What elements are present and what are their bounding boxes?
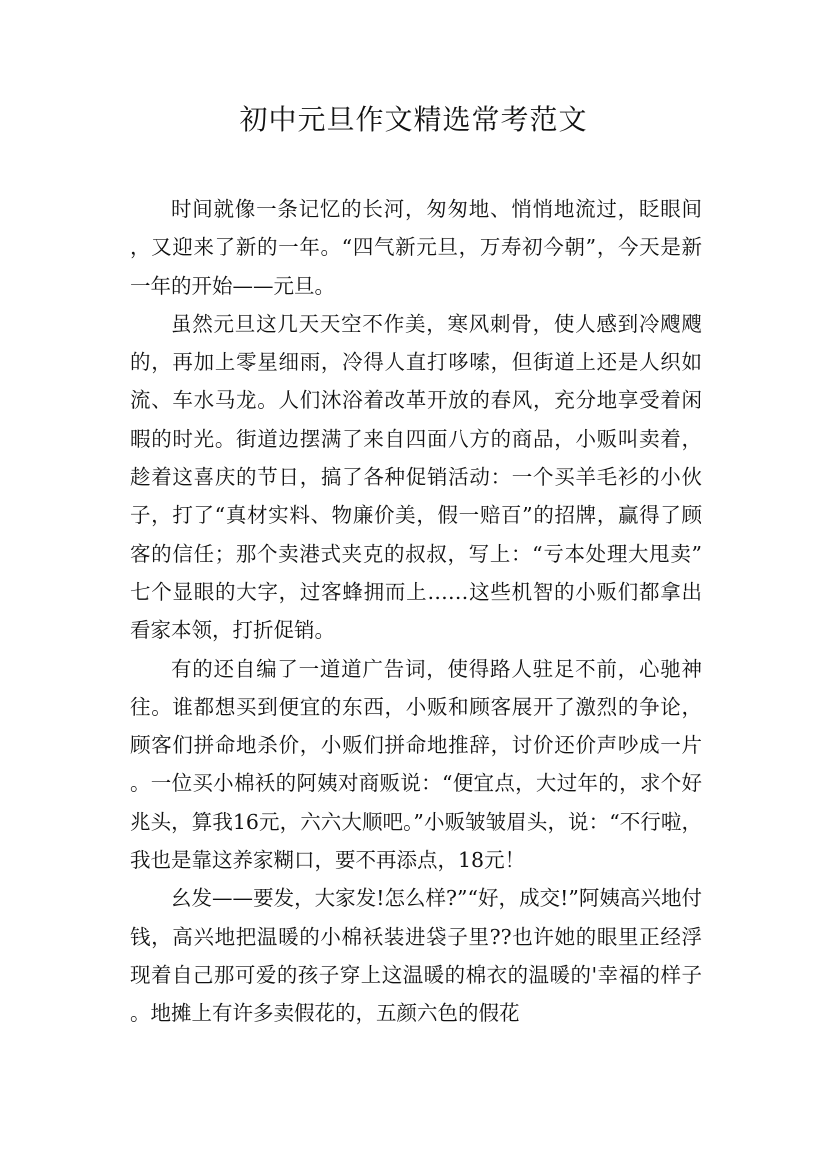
document-body — [130, 190, 702, 1033]
paragraph: 时间就像一条记忆的长河，匆匆地、悄悄地流过，眨眼间，又迎来了新的一年。“四气新元旦，万寿初今朝”，今天是新一年的开始——元旦。 — [130, 197, 702, 298]
paragraph: 有的还自编了一道道广告词，使得路人驻足不前，心驰神往。谁都想买到便宜的东西，小贩和顾客展开了激烈的争论，顾客们拼命地杀价，小贩们拼命地推辞，讨价还价声吵成一片。一位买小棉袄的阿姨对商贩说：“便宜点，大过年的，求个好兆头，算我16元，六六大顺吧。”小贩皱皱眉头，说：“不行啦，我也是靠这养家糊口，要不再添点，18元！ — [130, 656, 702, 873]
document-title: 初中元旦作文精选常考范文 — [239, 103, 588, 136]
paragraph: 幺发——要发，大家发!怎么样?”“好，成交!”阿姨高兴地付钱，高兴地把温暖的小棉袄装进袋子里??也许她的眼里正经浮现着自己那可爱的孩子穿上这温暖的棉衣的温暖的'幸福的样子。地摊上有许多卖假花的，五颜六色的假花 — [130, 886, 702, 1026]
paragraph: 虽然元旦这几天天空不作美，寒风刺骨，使人感到冷飕飕的，再加上零星细雨，冷得人直打哆嗦，但街道上还是人织如流、车水马龙。人们沐浴着改革开放的春风，充分地享受着闲暇的时光。街道边摆满了来自四面八方的商品，小贩叫卖着，趁着这喜庆的节日，搞了各种促销活动：一个买羊毛衫的小伙子，打了“真材实料、物廉价美，假一赔百”的招牌，赢得了顾客的信任；那个卖港式夹克的叔叔，写上：“亏本处理大甩卖”七个显眼的大字，过客蜂拥而上……这些机智的小贩们都拿出看家本领，打折促销。 — [130, 311, 702, 643]
